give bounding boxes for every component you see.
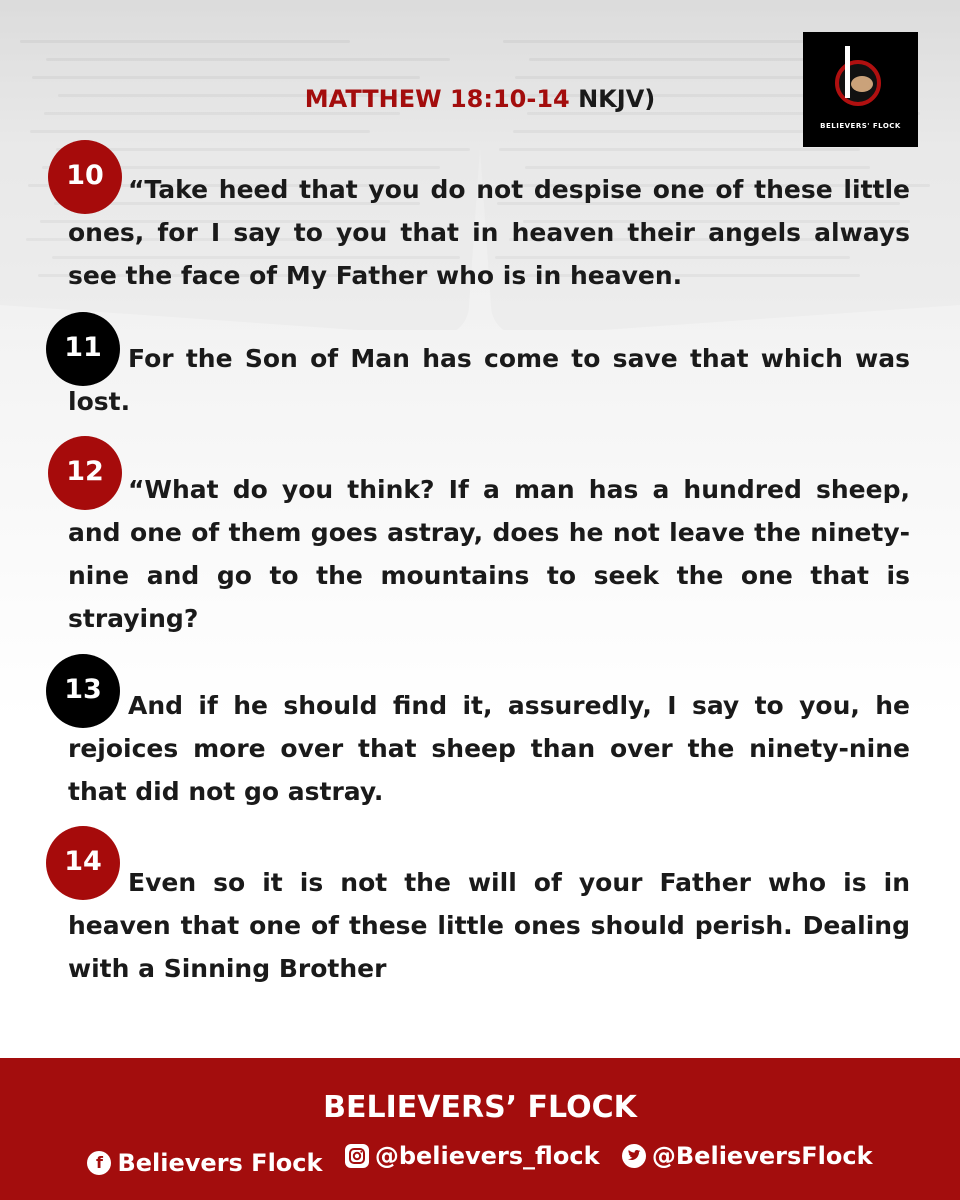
bible-version: NKJV): [569, 85, 656, 113]
verse-number-badge: 10: [48, 140, 122, 214]
instagram-icon: [345, 1144, 369, 1168]
verse-text: And if he should find it, assuredly, I say to you, he rejoices more over that sheep than over the ninety-nine that did not go astray.: [68, 691, 910, 806]
verse-number-badge: 14: [46, 826, 120, 900]
logo-text: BELIEVERS' FLOCK: [820, 122, 901, 130]
footer-bar: [0, 1058, 960, 1200]
social-links: [0, 1142, 960, 1177]
twitter-link[interactable]: [622, 1142, 873, 1170]
verse-text: For the Son of Man has come to save that which was lost.: [68, 344, 910, 416]
logo-letter-stem: [845, 46, 850, 98]
verse-text: Even so it is not the will of your Father who is in heaven that one of these little ones should perish. Dealing with a Sinning Brother: [68, 868, 910, 983]
scripture-reference: MATTHEW 18:10-14: [304, 85, 570, 113]
instagram-link[interactable]: [345, 1142, 600, 1170]
verse-number-badge: 13: [46, 654, 120, 728]
believers-flock-logo: [803, 32, 918, 147]
verse-text: “Take heed that you do not despise one of these little ones, for I say to you that in heaven their angels always see the face of My Father who is in heaven.: [68, 175, 910, 290]
facebook-link[interactable]: [87, 1149, 322, 1177]
facebook-handle: Believers Flock: [117, 1149, 323, 1177]
twitter-handle: @BelieversFlock: [651, 1142, 873, 1170]
footer-title: BELIEVERS’ FLOCK: [323, 1090, 637, 1125]
verse-text: “What do you think? If a man has a hundred sheep, and one of them goes astray, does he not leave the ninety-nine and go to the mountains to seek the one that is straying?: [68, 475, 910, 633]
instagram-handle: @believers_flock: [374, 1142, 600, 1170]
verse-number-badge: 12: [48, 436, 122, 510]
verse-number-badge: 11: [46, 312, 120, 386]
twitter-icon: [622, 1144, 646, 1168]
logo-emblem: [851, 76, 873, 92]
facebook-icon: f: [87, 1151, 111, 1175]
